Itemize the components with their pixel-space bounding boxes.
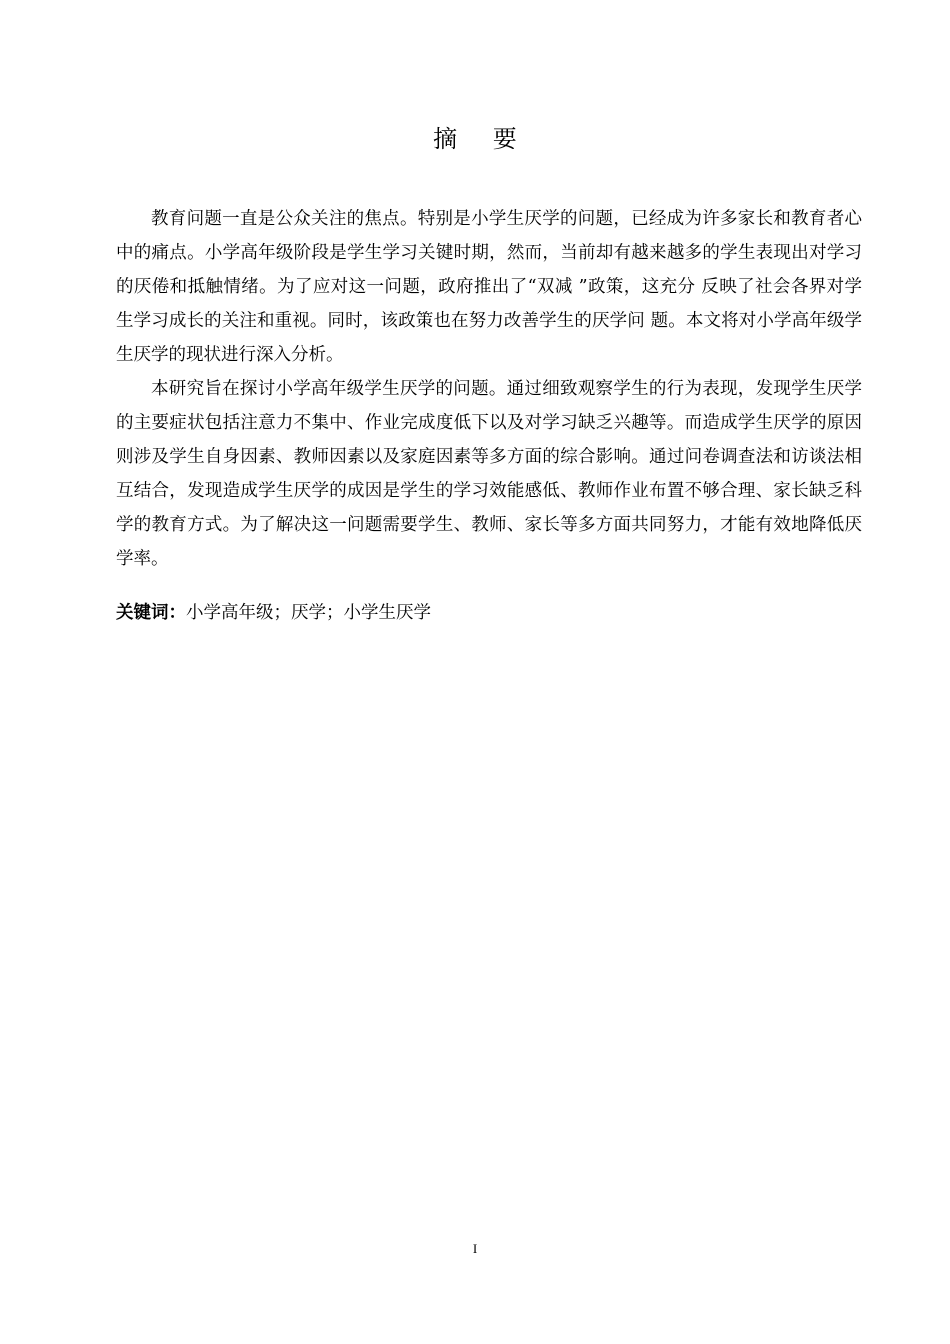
page-title: 摘 要 [433,125,531,153]
keywords-value: 小学高年级；厌学；小学生厌学 [186,603,431,623]
abstract-body [116,202,862,576]
page-number: I [472,1241,478,1256]
keywords-line [116,596,862,630]
abstract-paragraph: 教育问题一直是公众关注的焦点。特别是小学生厌学的问题，已经成为许多家长和教育者心中的痛点。小学高年级阶段是学生学习关键时期，然而，当前却有越来越多的学生表现出对学习的厌倦和抵触情绪。为了应对这一问题，政府推出了“双减 ”政策，这充分 反映了社会各界对学生学习成长的关注和重视。同时，该政策也在努力改善学生的厌学问 题。本文将对小学高年级学生厌学的现状进行深入分析。 [116,209,862,365]
keywords-label: 关键词： [116,603,186,623]
abstract-paragraph: 本研究旨在探讨小学高年级学生厌学的问题。通过细致观察学生的行为表现，发现学生厌学的主要症状包括注意力不集中、作业完成度低下以及对学习缺乏兴趣等。而造成学生厌学的原因则涉及学生自身因素、教师因素以及家庭因素等多方面的综合影响。通过问卷调查法和访谈法相互结合，发现造成学生厌学的成因是学生的学习效能感低、教师作业布置不够合理、家长缺乏科学的教育方式。为了解决这一问题需要学生、教师、家长等多方面共同努力，才能有效地降低厌学率。 [116,379,862,569]
